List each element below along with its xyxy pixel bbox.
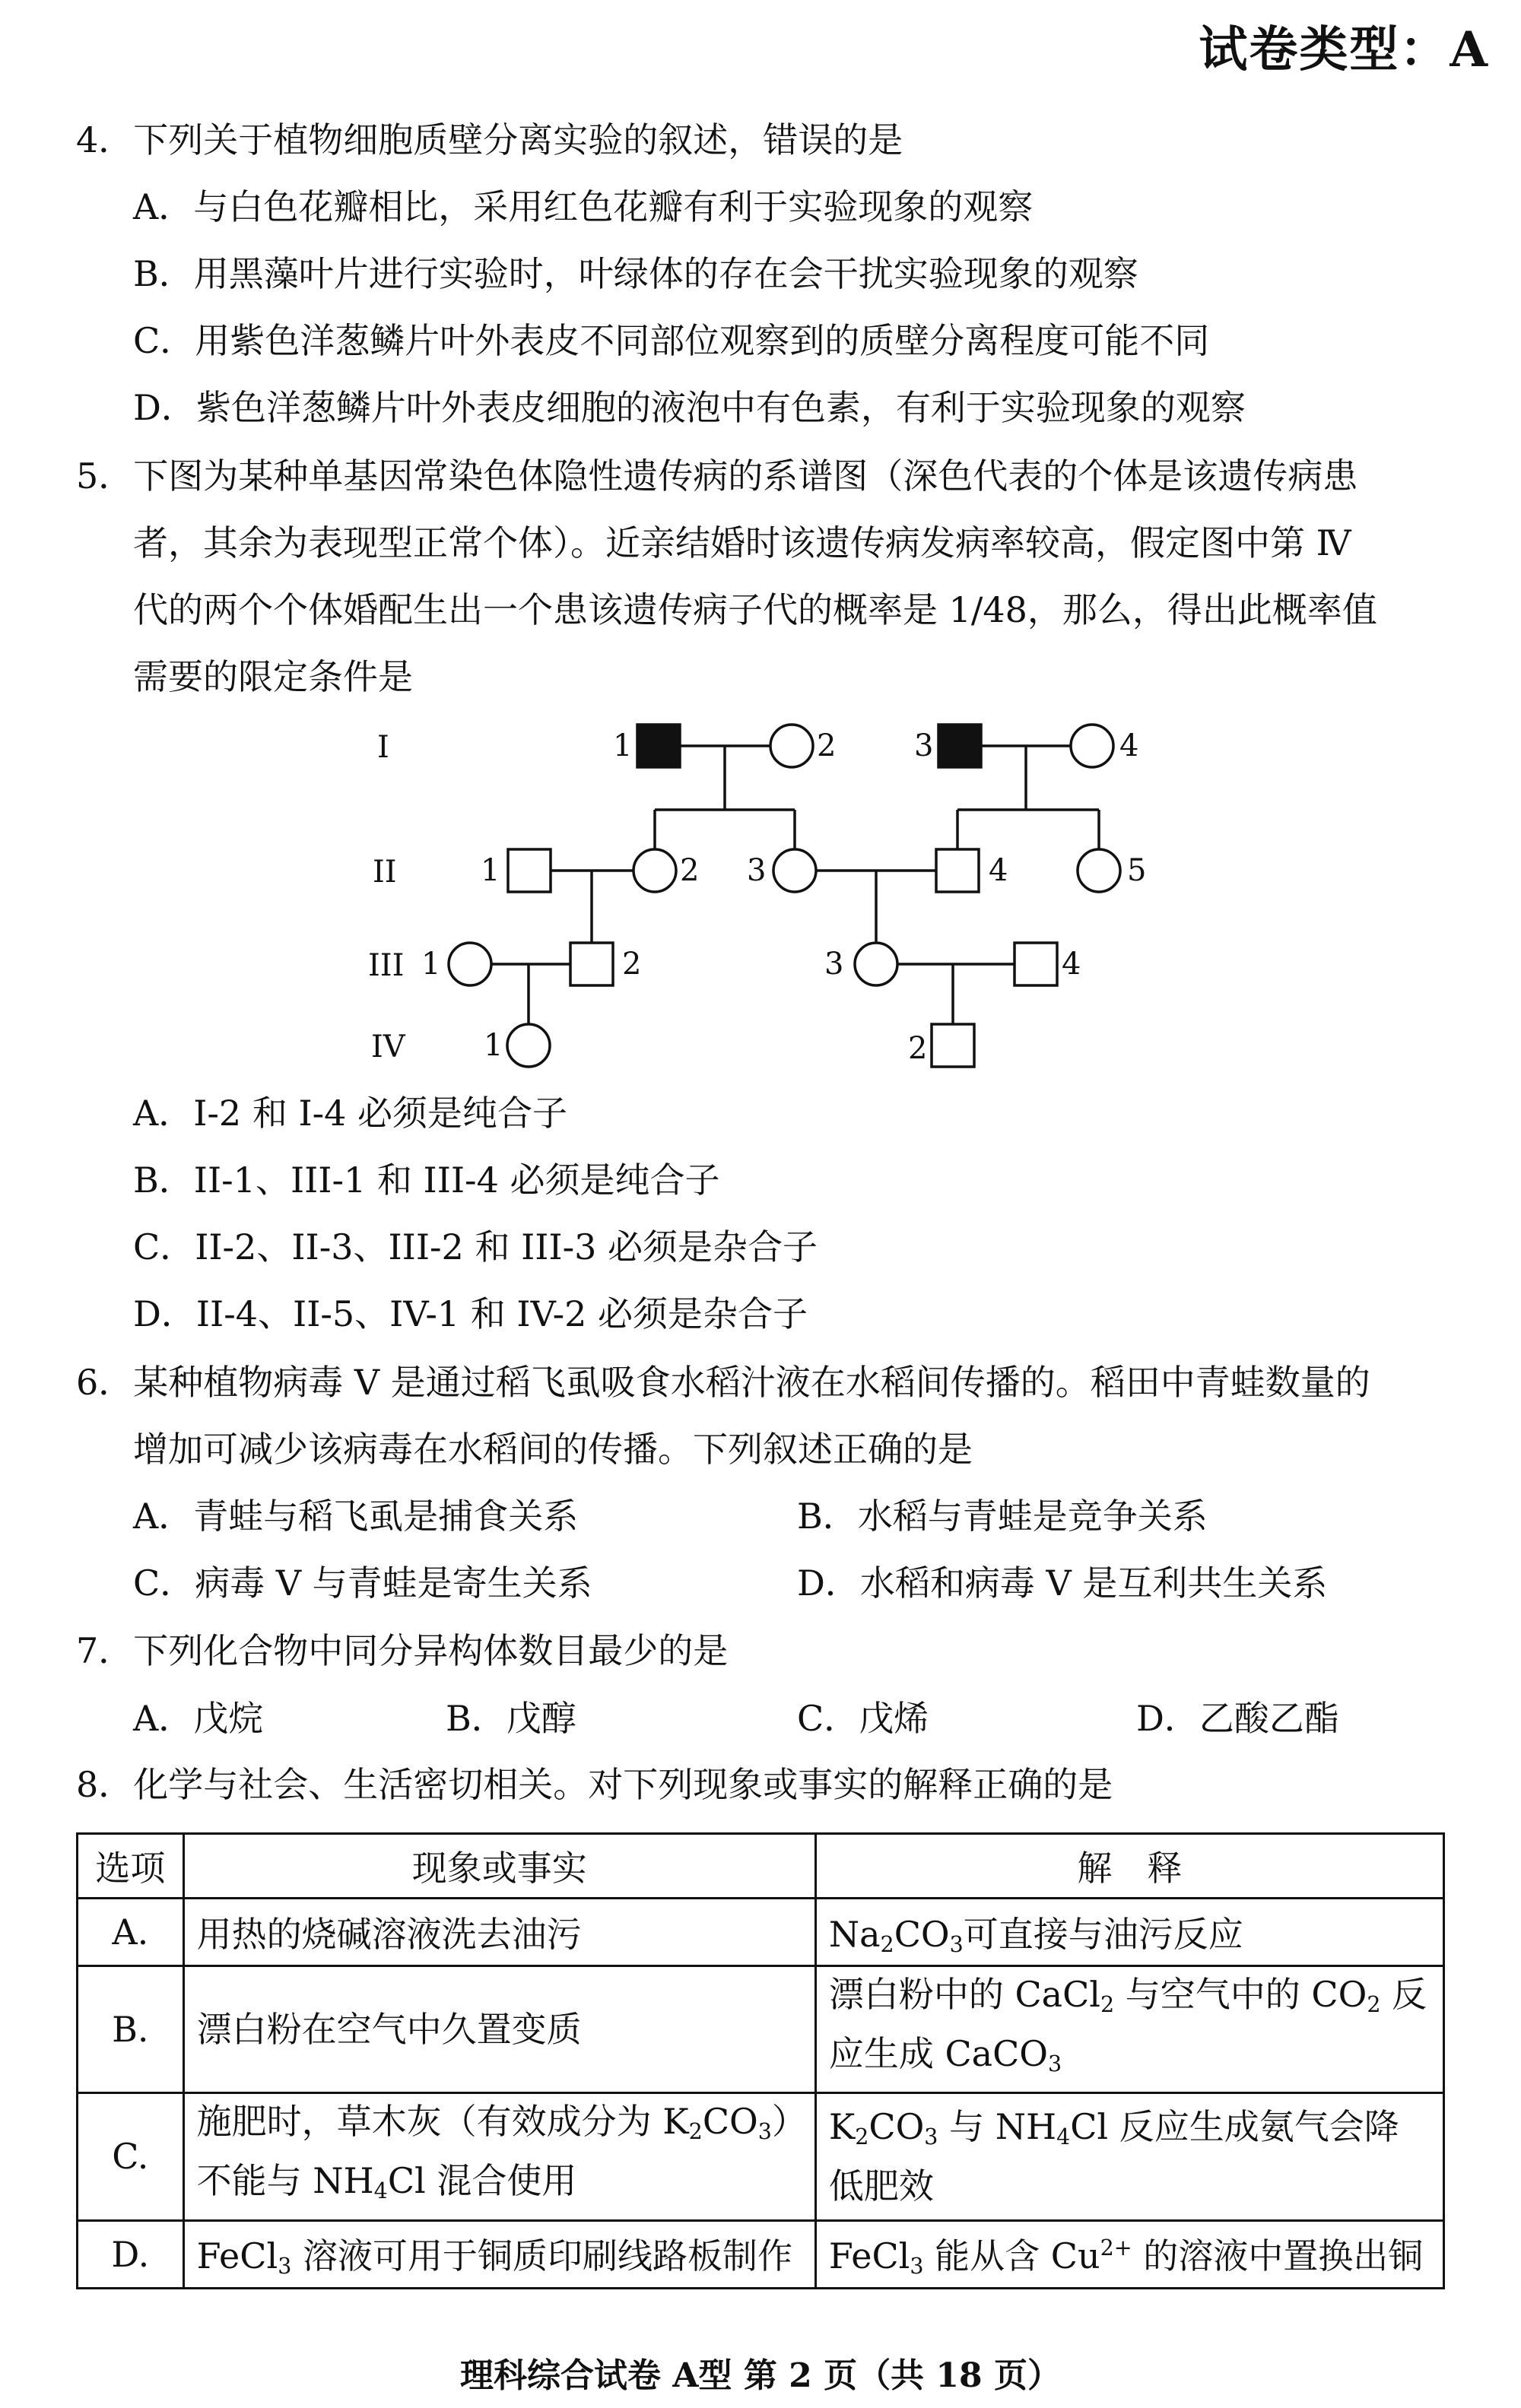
subscript: 3 xyxy=(1048,2051,1062,2077)
row-phenomenon xyxy=(183,2220,815,2288)
superscript: 2+ xyxy=(1100,2235,1132,2261)
row-phenomenon: 漂白粉在空气中久置变质 xyxy=(183,1966,815,2093)
pedigree-IV2-male xyxy=(932,1024,974,1067)
question-6-option-c: C．病毒 V 与青蛙是寄生关系 xyxy=(133,1563,592,1604)
question-8-table xyxy=(76,1832,1445,2289)
pedigree-label-II1: 1 xyxy=(481,853,500,888)
text-run: 漂白粉中的 CaCl xyxy=(828,1974,1100,2015)
row-option-label: C. xyxy=(78,2093,184,2220)
question-5-stem-line-1: 5．下图为某种单基因常染色体隐性遗传病的系谱图（深色代表的个体是该遗传病患 xyxy=(76,455,1358,497)
subscript: 2 xyxy=(1367,1992,1381,2018)
question-5-option-c: C．II-2、II-3、III-2 和 III-3 必须是杂合子 xyxy=(133,1226,818,1267)
pedigree-label-IV1: 1 xyxy=(484,1028,503,1063)
text-run: K xyxy=(828,2106,856,2148)
row-option-label: B. xyxy=(78,1966,184,2093)
generation-label-I: I xyxy=(377,730,389,765)
text-run: 溶液可用于铜质印刷线路板制作 xyxy=(291,2235,792,2277)
table-header-phenomenon: 现象或事实 xyxy=(183,1834,815,1899)
text-run: 与 NH xyxy=(938,2106,1057,2148)
text-run: Cl 反应生成氨气会降低肥效 xyxy=(828,2106,1399,2207)
question-4-stem: 4．下列关于植物细胞质壁分离实验的叙述，错误的是 xyxy=(76,119,903,160)
row-explanation xyxy=(815,2093,1443,2220)
row-phenomenon xyxy=(183,2093,815,2220)
table-row xyxy=(78,1966,1444,2093)
pedigree-label-I1: 1 xyxy=(613,728,633,763)
table-row xyxy=(78,2093,1444,2220)
question-7-stem: 7．下列化合物中同分异构体数目最少的是 xyxy=(76,1630,729,1671)
pedigree-label-I4: 4 xyxy=(1119,728,1139,763)
pedigree-label-II2: 2 xyxy=(680,853,700,888)
table-header-option: 选项 xyxy=(78,1834,184,1899)
pedigree-III2-male xyxy=(570,943,613,985)
pedigree-label-I3: 3 xyxy=(914,728,934,763)
pedigree-label-II5: 5 xyxy=(1127,853,1147,888)
pedigree-label-III3: 3 xyxy=(824,947,844,982)
text-run: 可直接与油污反应 xyxy=(963,1913,1243,1955)
subscript: 4 xyxy=(1056,2124,1071,2150)
page-footer: 理科综合试卷 A型 第 2 页（共 18 页） xyxy=(460,2356,1061,2395)
row-explanation xyxy=(815,1899,1443,1966)
question-6-option-d: D．水稻和病毒 V 是互利共生关系 xyxy=(797,1563,1328,1604)
text-run: CO xyxy=(702,2101,758,2143)
question-7-option-b: B．戊醇 xyxy=(446,1698,576,1739)
pedigree-III4-male xyxy=(1015,943,1057,985)
pedigree-label-III4: 4 xyxy=(1062,947,1081,982)
table-row xyxy=(78,2220,1444,2288)
question-4-option-a: A．与白色花瓣相比，采用红色花瓣有利于实验现象的观察 xyxy=(133,186,1034,227)
generation-label-II: II xyxy=(373,855,397,890)
question-7-option-c: C．戊烯 xyxy=(797,1698,929,1739)
paper-type-label: 试卷类型：A xyxy=(1199,21,1489,78)
pedigree-I1-affected-male xyxy=(637,725,680,767)
text-run: 能从含 Cu xyxy=(923,2235,1100,2277)
text-run: 与空气中的 CO xyxy=(1114,1974,1367,2015)
text-run: 施肥时，草木灰（有效成分为 K xyxy=(196,2101,689,2143)
question-5-option-a: A．I-2 和 I-4 必须是纯合子 xyxy=(133,1093,568,1134)
pedigree-I3-affected-male xyxy=(938,725,981,767)
question-7-option-d: D．乙酸乙酯 xyxy=(1136,1698,1339,1739)
question-7-option-a: A．戊烷 xyxy=(133,1698,264,1739)
pedigree-I4-female xyxy=(1071,725,1113,767)
question-5-option-d: D．II-4、II-5、IV-1 和 IV-2 必须是杂合子 xyxy=(133,1293,808,1334)
text-run: 反应生成 CaCO xyxy=(828,1974,1427,2075)
subscript: 2 xyxy=(855,2124,869,2150)
pedigree-label-IV2: 2 xyxy=(908,1031,928,1066)
row-explanation xyxy=(815,2220,1443,2288)
table-row xyxy=(78,1899,1444,1966)
question-4-option-b: B．用黑藻叶片进行实验时，叶绿体的存在会干扰实验现象的观察 xyxy=(133,253,1138,294)
pedigree-II3-female xyxy=(773,849,816,892)
question-4-option-c: C．用紫色洋葱鳞片叶外表皮不同部位观察到的质壁分离程度可能不同 xyxy=(133,320,1210,361)
question-6-option-a: A．青蛙与稻飞虱是捕食关系 xyxy=(133,1496,579,1537)
pedigree-III3-female xyxy=(855,943,897,985)
question-6-stem-line-1: 6．某种植物病毒 V 是通过稻飞虱吸食水稻汁液在水稻间传播的。稻田中青蛙数量的 xyxy=(76,1362,1370,1403)
subscript: 2 xyxy=(880,1932,894,1958)
generation-label-IV: IV xyxy=(371,1030,405,1064)
pedigree-label-II4: 4 xyxy=(989,853,1008,888)
table-header-explanation: 解 释 xyxy=(815,1834,1443,1899)
question-5-stem-line-2: 者，其余为表现型正常个体）。近亲结婚时该遗传病发病率较高，假定图中第 Ⅳ xyxy=(133,522,1351,563)
subscript: 3 xyxy=(278,2254,292,2280)
text-run: FeCl xyxy=(196,2235,278,2277)
text-run: Cl 混合使用 xyxy=(387,2160,577,2202)
row-phenomenon: 用热的烧碱溶液洗去油污 xyxy=(183,1899,815,1966)
pedigree-II5-female xyxy=(1078,849,1120,892)
pedigree-label-III1: 1 xyxy=(421,947,441,982)
subscript: 3 xyxy=(924,2124,938,2150)
pedigree-III1-female xyxy=(449,943,491,985)
subscript: 4 xyxy=(373,2178,388,2204)
generation-label-III: III xyxy=(368,948,405,983)
pedigree-label-III2: 2 xyxy=(622,947,642,982)
question-6-option-b: B．水稻与青蛙是竞争关系 xyxy=(797,1496,1208,1537)
pedigree-II1-male xyxy=(508,849,551,892)
subscript: 3 xyxy=(910,2254,924,2280)
text-run: 的溶液中置换出铜 xyxy=(1132,2235,1424,2277)
subscript: 3 xyxy=(757,2119,772,2145)
pedigree-II4-male xyxy=(936,849,979,892)
question-5-option-b: B．II-1、III-1 和 III-4 必须是纯合子 xyxy=(133,1160,720,1201)
subscript: 2 xyxy=(1100,1992,1115,2018)
row-option-label: D. xyxy=(78,2220,184,2288)
pedigree-I2-female xyxy=(770,725,813,767)
question-4-option-d: D．紫色洋葱鳞片叶外表皮细胞的液泡中有色素，有利于实验现象的观察 xyxy=(133,387,1246,428)
table-header-row xyxy=(78,1834,1444,1899)
subscript: 3 xyxy=(949,1932,964,1958)
row-option-label: A. xyxy=(78,1899,184,1966)
text-run: CO xyxy=(894,1913,950,1955)
pedigree-label-II3: 3 xyxy=(747,853,767,888)
pedigree-II2-female xyxy=(633,849,676,892)
text-run: CO xyxy=(868,2106,925,2148)
text-run: FeCl xyxy=(828,2235,910,2277)
text-run: ）不能与 NH xyxy=(196,2101,789,2202)
subscript: 2 xyxy=(688,2119,703,2145)
text-run: Na xyxy=(828,1913,881,1955)
question-8-stem: 8．化学与社会、生活密切相关。对下列现象或事实的解释正确的是 xyxy=(76,1764,1113,1805)
pedigree-label-I2: 2 xyxy=(817,728,837,763)
question-6-stem-line-2: 增加可减少该病毒在水稻间的传播。下列叙述正确的是 xyxy=(133,1429,973,1470)
question-5-stem-line-3: 代的两个个体婚配生出一个患该遗传病子代的概率是 1/48，那么，得出此概率值 xyxy=(133,589,1377,630)
pedigree-diagram xyxy=(0,0,1521,1095)
pedigree-IV1-female xyxy=(507,1024,550,1067)
question-5-stem-line-4: 需要的限定条件是 xyxy=(133,656,413,697)
row-explanation xyxy=(815,1966,1443,2093)
